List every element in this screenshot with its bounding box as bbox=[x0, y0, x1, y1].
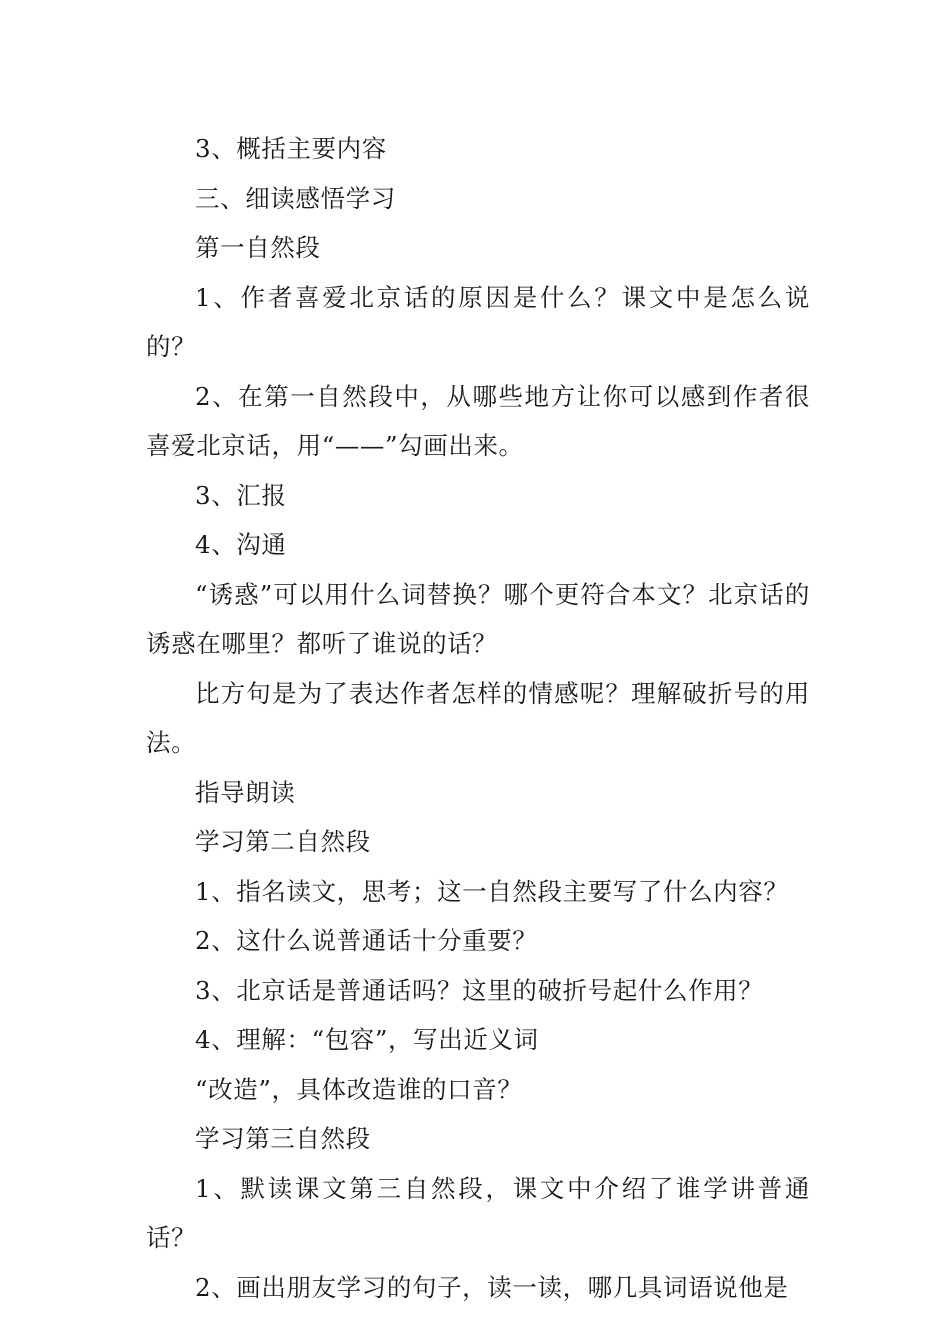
paragraph: 比方句是为了表达作者怎样的情感呢？理解破折号的用法。 bbox=[146, 678, 810, 757]
paragraph: 1、作者喜爱北京话的原因是什么？课文中是怎么说的？ bbox=[146, 282, 810, 361]
paragraph: 3、汇报 bbox=[195, 480, 287, 510]
paragraph: 3、概括主要内容 bbox=[195, 134, 387, 163]
paragraph: 2、在第一自然段中，从哪些地方让你可以感到作者很喜爱北京话，用“——”勾画出来。 bbox=[146, 381, 810, 460]
subsection-heading: 第一自然段 bbox=[195, 233, 321, 262]
paragraph: 1、指名读文，思考；这一自然段主要写了什么内容？ bbox=[195, 876, 789, 906]
paragraph: 1、默读课文第三自然段，课文中介绍了谁学讲普通话？ bbox=[146, 1173, 810, 1252]
paragraph: 4、理解：“包容”，写出近义词 bbox=[195, 1025, 539, 1054]
paragraph: 4、沟通 bbox=[195, 530, 287, 559]
document-body bbox=[146, 124, 810, 1312]
paragraph: “改造”，具体改造谁的口音？ bbox=[195, 1074, 523, 1104]
paragraph: 2、画出朋友学习的句子，读一读，哪几具词语说他是 bbox=[195, 1272, 789, 1302]
paragraph: 3、北京话是普通话吗？这里的破折号起什么作用？ bbox=[195, 975, 764, 1005]
paragraph: “诱惑”可以用什么词替换？哪个更符合本文？北京话的诱惑在哪里？都听了谁说的话？ bbox=[146, 579, 810, 658]
subsection-heading: 学习第三自然段 bbox=[195, 1124, 371, 1153]
paragraph: 2、这什么说普通话十分重要？ bbox=[195, 926, 538, 955]
subsection-heading: 学习第二自然段 bbox=[195, 827, 371, 856]
paragraph: 指导朗读 bbox=[195, 777, 296, 807]
section-heading: 三、细读感悟学习 bbox=[195, 183, 396, 213]
